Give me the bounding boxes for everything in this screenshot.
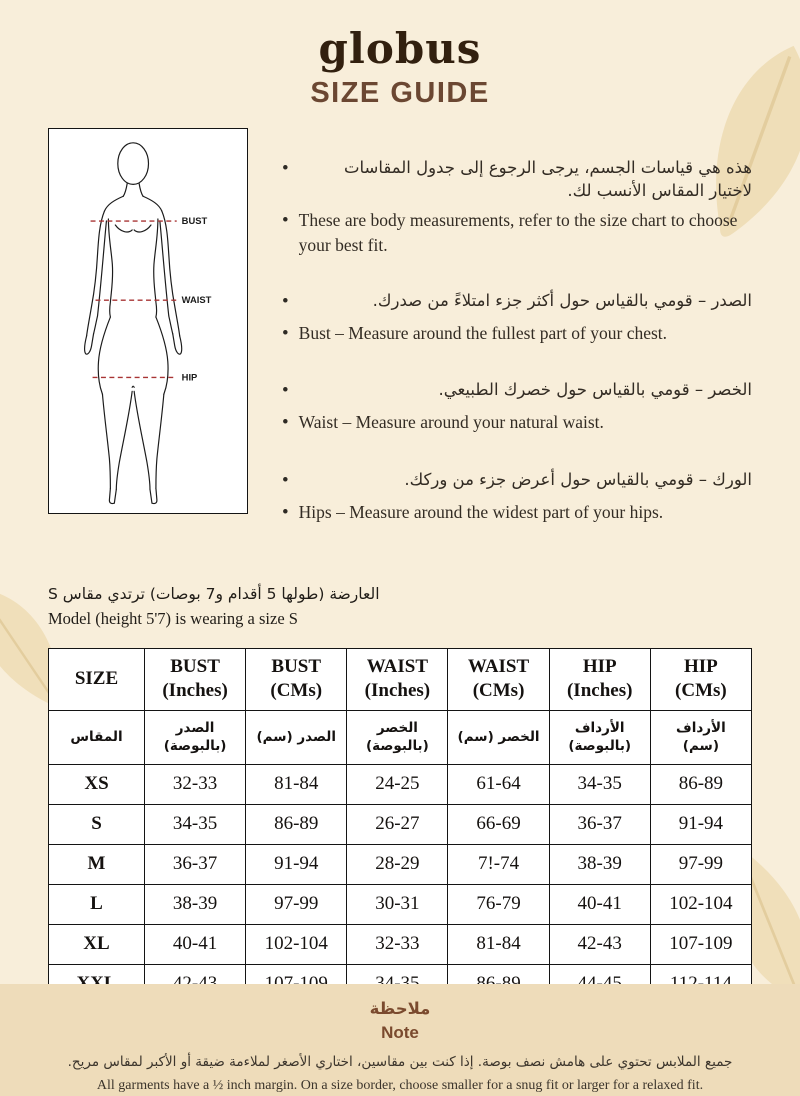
size-cell: XL xyxy=(49,924,145,964)
column-header-arabic: الصدر (بالبوصة) xyxy=(145,710,246,764)
measurement-cell: 86-89 xyxy=(650,764,751,804)
measurement-cell: 30-31 xyxy=(347,884,448,924)
bullet-icon: • xyxy=(282,209,289,231)
model-note-arabic: العارضة (طولها 5 أقدام و7 بوصات) ترتدي مقاس S xyxy=(48,585,380,604)
measurement-cell: 102-104 xyxy=(246,924,347,964)
bullet-icon: • xyxy=(282,470,289,492)
column-header-arabic: الصدر (سم) xyxy=(246,710,347,764)
table-header-en xyxy=(49,648,752,710)
measurement-cell: 36-37 xyxy=(549,804,650,844)
measurement-cell: 34-35 xyxy=(145,804,246,844)
measurement-cell: 91-94 xyxy=(650,804,751,844)
measurement-cell: 81-84 xyxy=(246,764,347,804)
bullet-icon: • xyxy=(282,380,289,402)
measurement-cell: 86-89 xyxy=(246,804,347,844)
instruction-item xyxy=(282,468,752,495)
model-note-english: Model (height 5'7) is wearing a size S xyxy=(48,609,298,629)
waist-label: WAIST xyxy=(181,294,212,306)
size-cell: S xyxy=(49,804,145,844)
instruction-arabic: الصدر – قومي بالقياس حول أكثر جزء امتلاءً من صدرك. xyxy=(372,290,752,310)
instructions-list xyxy=(282,128,752,558)
measurement-cell: 81-84 xyxy=(448,924,549,964)
size-table-body xyxy=(49,764,752,1004)
brand-logo: globus xyxy=(318,24,482,73)
column-header: BUST (Inches) xyxy=(145,648,246,710)
measurement-cell: 66-69 xyxy=(448,804,549,844)
instruction-group-overview xyxy=(282,156,752,258)
size-cell: M xyxy=(49,844,145,884)
figure-box xyxy=(48,128,248,514)
measurement-cell: 38-39 xyxy=(145,884,246,924)
bullet-icon: • xyxy=(282,412,289,434)
instruction-group-hip xyxy=(282,468,752,527)
table-row xyxy=(49,884,752,924)
instruction-item xyxy=(282,321,752,348)
size-cell: L xyxy=(49,884,145,924)
bullet-icon: • xyxy=(282,290,289,312)
instruction-group-waist xyxy=(282,378,752,437)
column-header-arabic: المقاس xyxy=(49,710,145,764)
measurement-cell: 28-29 xyxy=(347,844,448,884)
note-section xyxy=(0,984,800,1096)
measurement-cell: 61-64 xyxy=(448,764,549,804)
note-title-english: Note xyxy=(381,1022,419,1042)
bullet-icon: • xyxy=(282,502,289,524)
measurement-cell: 97-99 xyxy=(246,884,347,924)
measurement-cell: 40-41 xyxy=(145,924,246,964)
header xyxy=(0,0,800,110)
bust-label: BUST xyxy=(181,214,208,226)
instruction-item xyxy=(282,410,752,437)
measurement-cell: 76-79 xyxy=(448,884,549,924)
measurement-cell: 34-35 xyxy=(549,764,650,804)
measurement-cell: 40-41 xyxy=(549,884,650,924)
page-title: SIZE GUIDE xyxy=(310,77,490,109)
table-header-ar xyxy=(49,710,752,764)
measurement-cell: 102-104 xyxy=(650,884,751,924)
figure-head xyxy=(118,143,149,185)
instruction-arabic: الخصر – قومي بالقياس حول خصرك الطبيعي. xyxy=(438,380,752,400)
measurement-cell: 26-27 xyxy=(347,804,448,844)
table-row xyxy=(49,844,752,884)
instruction-english: Bust – Measure around the fullest part of your chest. xyxy=(298,322,668,343)
bullet-icon: • xyxy=(282,158,289,179)
instruction-item xyxy=(282,289,752,316)
measurement-cell: 32-33 xyxy=(145,764,246,804)
column-header-arabic: الخصر (بالبوصة) xyxy=(347,710,448,764)
size-cell: XS xyxy=(49,764,145,804)
instruction-english: These are body measurements, refer to the size chart to choose your best fit. xyxy=(298,209,738,255)
instruction-item xyxy=(282,500,752,527)
model-note xyxy=(48,582,752,632)
column-header: SIZE xyxy=(49,648,145,710)
measurement-cell: 24-25 xyxy=(347,764,448,804)
table-row xyxy=(49,804,752,844)
column-header: HIP (CMs) xyxy=(650,648,751,710)
measurement-cell: 107-109 xyxy=(650,924,751,964)
measurement-cell: 7!-74 xyxy=(448,844,549,884)
instruction-item xyxy=(282,208,752,258)
measurement-cell: 38-39 xyxy=(549,844,650,884)
bullet-icon: • xyxy=(282,322,289,344)
instruction-item xyxy=(282,378,752,405)
instruction-group-bust xyxy=(282,289,752,348)
measurement-cell: 97-99 xyxy=(650,844,751,884)
column-header: WAIST (CMs) xyxy=(448,648,549,710)
column-header: BUST (CMs) xyxy=(246,648,347,710)
note-title-arabic: ملاحظة xyxy=(369,999,431,1018)
table-row xyxy=(49,764,752,804)
instruction-arabic: هذه هي قياسات الجسم، يرجى الرجوع إلى جدول المقاسات لاختيار المقاس الأنسب لك. xyxy=(343,158,752,201)
measurement-cell: 42-43 xyxy=(549,924,650,964)
instruction-english: Hips – Measure around the widest part of your hips. xyxy=(298,502,664,523)
instruction-english: Waist – Measure around your natural waist. xyxy=(298,412,604,433)
instruction-item xyxy=(282,156,752,203)
column-header: WAIST (Inches) xyxy=(347,648,448,710)
column-header-arabic: الأرداف (بالبوصة) xyxy=(549,710,650,764)
column-header-arabic: الأرداف (سم) xyxy=(650,710,751,764)
hip-label: HIP xyxy=(181,371,198,383)
instruction-arabic: الورك – قومي بالقياس حول أعرض جزء من وركك. xyxy=(404,470,752,490)
note-body-english: All garments have a ½ inch margin. On a size border, choose smaller for a snug fit or larger for a relaxed fit. xyxy=(96,1077,704,1093)
measurement-cell: 32-33 xyxy=(347,924,448,964)
column-header: HIP (Inches) xyxy=(549,648,650,710)
column-header-arabic: الخصر (سم) xyxy=(448,710,549,764)
body-figure-illustration xyxy=(49,129,247,513)
note-body-arabic: جميع الملابس تحتوي على هامش نصف بوصة. إذا كنت بين مقاسين، اختاري الأصغر لملاءمة ضيقة أو الأكبر لمقاس مريح. xyxy=(67,1053,733,1070)
measurement-cell: 91-94 xyxy=(246,844,347,884)
table-row xyxy=(49,924,752,964)
size-table xyxy=(48,648,752,1005)
measurement-cell: 36-37 xyxy=(145,844,246,884)
